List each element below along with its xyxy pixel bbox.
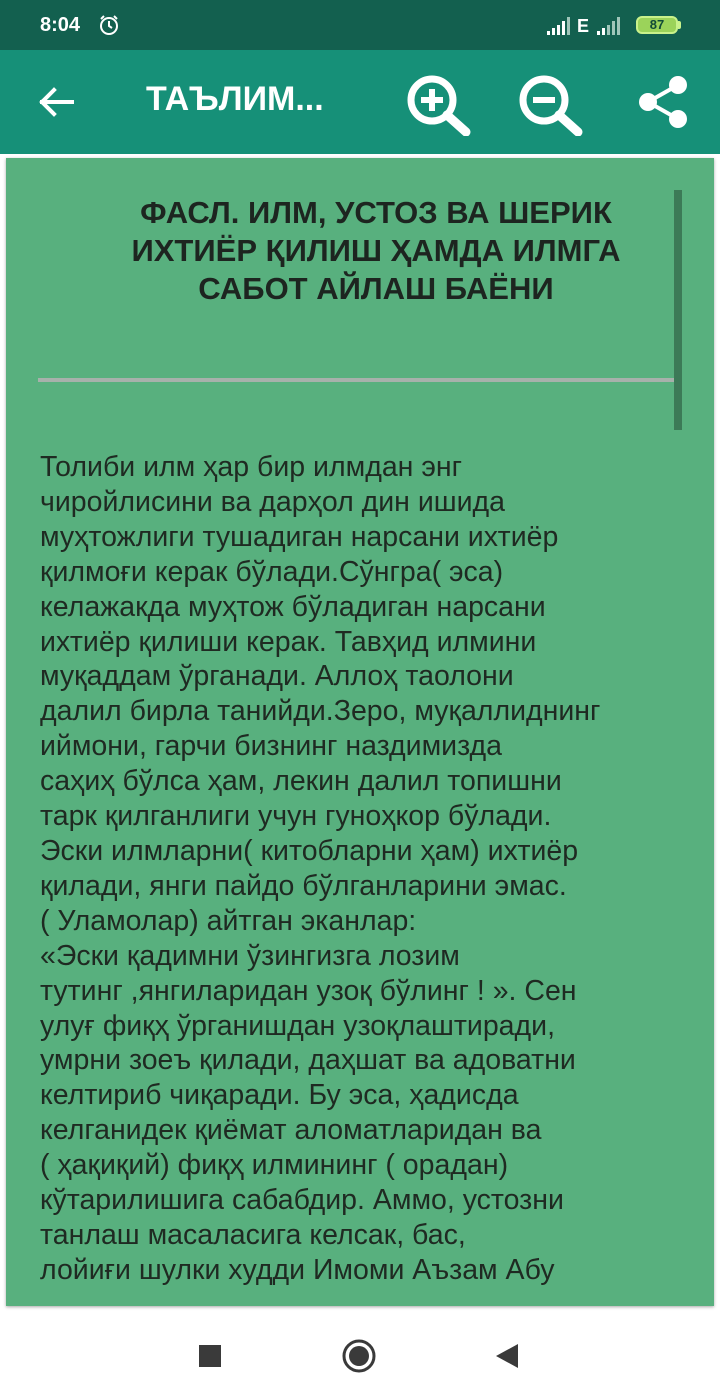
back-arrow-icon[interactable]: [30, 74, 86, 130]
battery-icon: [636, 16, 678, 34]
back-icon[interactable]: [494, 1342, 520, 1370]
signal-icon: [546, 17, 572, 35]
toolbar-title: ТАЪЛИМ...: [146, 80, 324, 118]
network-type-label: E: [577, 16, 590, 36]
signal-icon: [596, 17, 622, 35]
scrollbar-thumb[interactable]: [674, 190, 682, 430]
battery-level: 87: [649, 17, 665, 32]
system-nav-bar: [0, 1312, 720, 1400]
recent-apps-icon[interactable]: [199, 1345, 221, 1367]
app-toolbar: [0, 50, 720, 154]
alarm-icon: [98, 14, 120, 36]
article-card[interactable]: [6, 158, 714, 1306]
home-icon[interactable]: [341, 1338, 377, 1374]
share-icon[interactable]: [634, 72, 694, 132]
status-bar: [0, 0, 720, 50]
zoom-in-icon[interactable]: [404, 72, 476, 136]
battery-tip: [678, 21, 681, 29]
article-body: Толиби илм ҳар бир илмдан энг чиройлисини ва дарҳол дин ишида муҳтожлиги тушадиган нарсани ихтиёр қилмоғи керак бўлади.Сўнгра( эса) келажакда муҳтож бўладиган нарсани ихтиёр қилиши керак. Тавҳид илмини муқаддам ўрганади. Аллоҳ таолони далил бирла танийди.Зеро, муқаллиднинг иймони, гарчи бизнинг наздимизда саҳиҳ бўлса ҳам, лекин далил топишни тарк қилганлиги учун гуноҳкор бўлади. Эски илмларни( китобларни ҳам) ихтиёр қилади, янги пайдо бўлганларини эмас. ( Уламолар) айтган эканлар: «Эски қадимни ўзингизга лозим тутинг ,янгиларидан узоқ бўлинг ! ». Сен улуғ фиқҳ ўрганишдан узоқлаштиради, умрни зоеъ қилади, даҳшат ва адоватни келтириб чиқаради. Бу эса, ҳадисда келганидек қиёмат аломатларидан ва ( ҳақиқий) фиқҳ илмининг ( орадан) кўтарилишига сабабдир. Аммо, устозни танлаш масаласига келсак, бас, лойиғи шулки худди Имоми Аъзам Абу: [40, 451, 601, 1286]
zoom-out-icon[interactable]: [516, 72, 588, 136]
status-time: 8:04: [40, 14, 81, 36]
chapter-title: ФАСЛ. ИЛМ, УСТОЗ ВА ШЕРИК ИХТИЁР ҚИЛИШ ҲАМДА ИЛМГА САБОТ АЙЛАШ БАЁНИ: [131, 195, 621, 306]
title-divider: [38, 378, 682, 382]
